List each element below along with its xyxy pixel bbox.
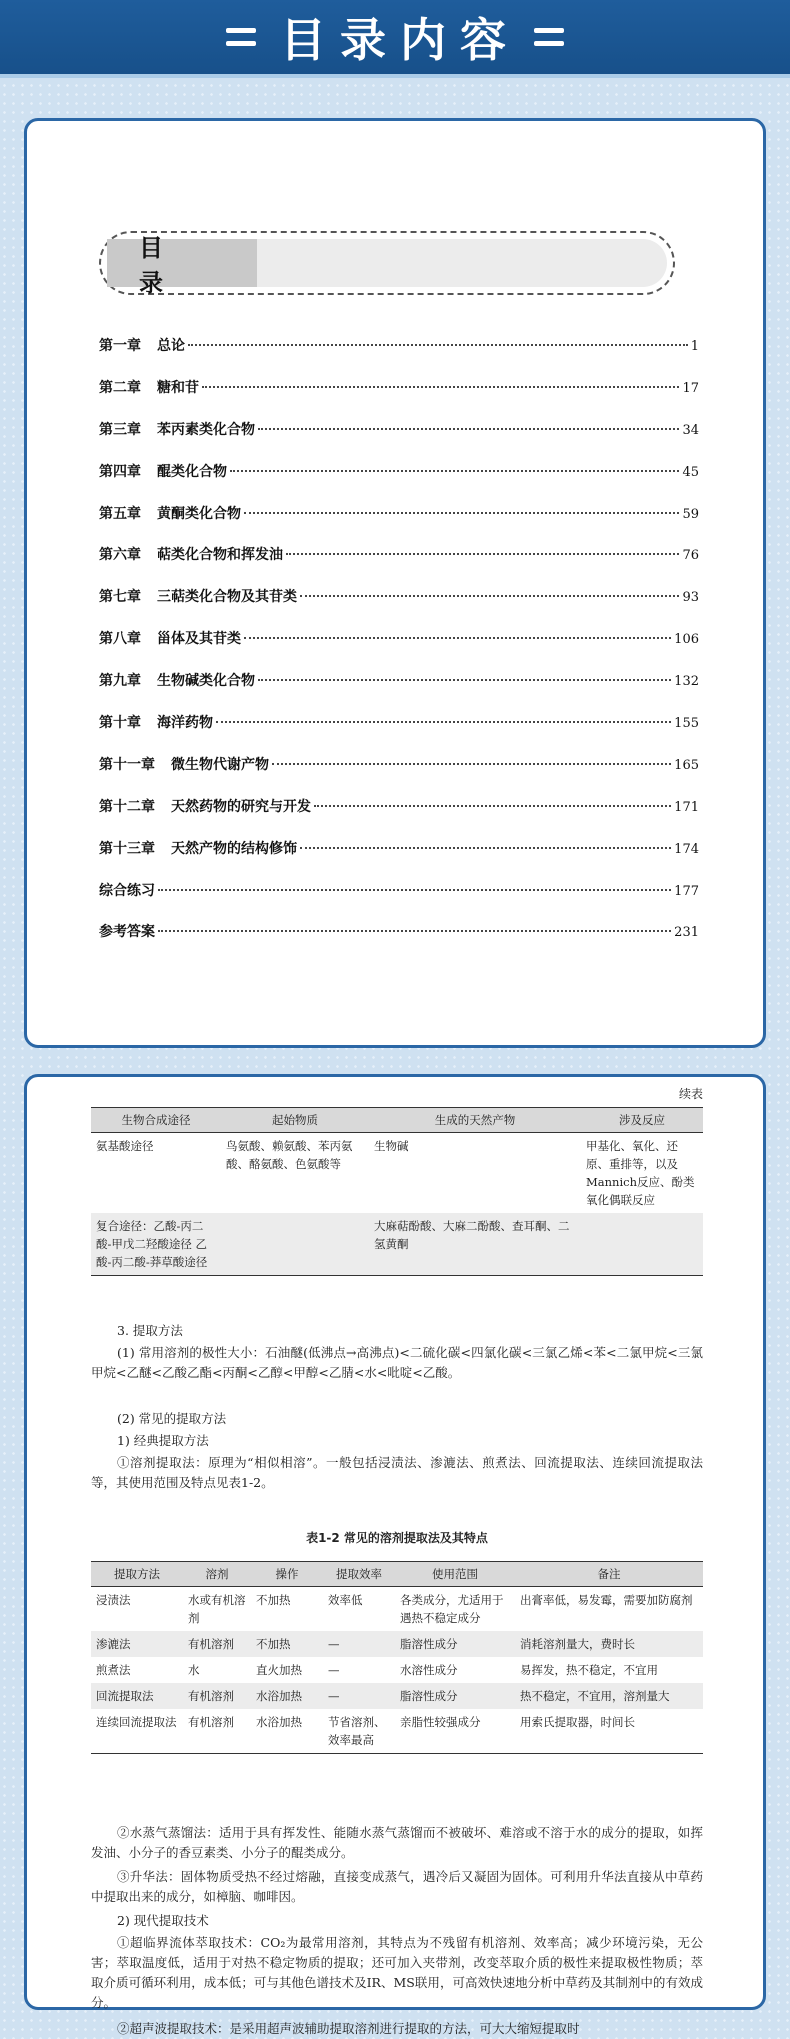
table-cell: [581, 1213, 703, 1276]
toc-chapter-number: 第二章: [99, 379, 141, 396]
toc-heading: 目 录: [107, 239, 257, 287]
table-cell: 甲基化、氧化、还原、重排等，以及Mannich反应、酚类氧化偶联反应: [586, 1139, 695, 1207]
toc-page-number: 17: [682, 380, 699, 396]
table-cell: 生物碱: [374, 1139, 409, 1153]
toc-row[interactable]: [99, 419, 699, 461]
toc-chapter-number: 第八章: [99, 631, 141, 648]
table-cell: 煎煮法: [96, 1663, 131, 1677]
table-cell: 直火加热: [256, 1663, 302, 1677]
toc-leader-dots: [272, 763, 671, 765]
table-header: 生物合成途径: [91, 1108, 221, 1133]
toc-chapter-number: 第六章: [99, 547, 141, 564]
toc-row[interactable]: [99, 838, 699, 880]
table-header: 提取效率: [323, 1562, 395, 1587]
table-cell: 热不稳定，不宜用，溶剂量大: [515, 1683, 703, 1709]
section-heading: 3. 提取方法: [117, 1323, 183, 1338]
toc-page-number: 34: [682, 422, 699, 438]
table-cell: 出膏率低，易发霉，需要加防腐剂: [520, 1593, 693, 1607]
toc-chapter-title: 糖和苷: [157, 379, 199, 396]
table-header: 备注: [515, 1562, 703, 1587]
toc-row[interactable]: [99, 921, 699, 963]
table-cell: 有机溶剂: [183, 1709, 251, 1754]
toc-page-number: 59: [682, 506, 699, 522]
toc-chapter-title: 生物碱类化合物: [157, 673, 255, 690]
paragraph: ③升华法：固体物质受热不经过熔融，直接变成蒸气，遇冷后又凝固为固体。可利用升华法直接从中草药中提取出来的成分，如樟脑、咖啡因。: [91, 1869, 703, 1904]
banner-title: 目录内容: [280, 13, 520, 67]
table-cell: 水浴加热: [251, 1683, 323, 1709]
toc-leader-dots: [286, 553, 679, 555]
toc-chapter-title: 三萜类化合物及其苷类: [157, 589, 297, 606]
toc-chapter-number: 第九章: [99, 673, 141, 690]
table-header: 起始物质: [221, 1108, 369, 1133]
table-row: [91, 1683, 703, 1709]
banner-decoration-left: [226, 28, 256, 46]
table-cell: 有机溶剂: [183, 1631, 251, 1657]
table-cell: 水溶性成分: [400, 1663, 458, 1677]
title-banner: [0, 0, 790, 78]
toc-page-number: 106: [674, 632, 699, 648]
table-cell: 消耗溶剂量大，费时长: [515, 1631, 703, 1657]
paragraph: ②超声波提取技术：是采用超声波辅助提取溶剂进行提取的方法，可大大缩短提取时: [117, 2021, 580, 2036]
table-cell: 节省溶剂、效率最高: [323, 1709, 395, 1754]
toc-row[interactable]: [99, 628, 699, 670]
table-header: 操作: [251, 1562, 323, 1587]
toc-chapter-title: 醌类化合物: [157, 463, 227, 480]
table-cell: 有机溶剂: [183, 1683, 251, 1709]
toc-chapter-number: 第三章: [99, 421, 141, 438]
table-cell: 大麻萜酚酸、大麻二酚酸、查耳酮、二氢黄酮: [369, 1213, 581, 1276]
toc-chapter-title: 天然药物的研究与开发: [171, 798, 311, 815]
toc-chapter-number: 第四章: [99, 463, 141, 480]
toc-leader-dots: [244, 637, 671, 639]
table-caption: 表1-2 常见的溶剂提取法及其特点: [306, 1531, 488, 1545]
table-cell: 复合途径：乙酸-丙二酸-甲戊二羟酸途径 乙酸-丙二酸-莽草酸途径: [91, 1213, 221, 1276]
toc-page-number: 174: [674, 841, 699, 857]
toc-leader-dots: [300, 595, 679, 597]
table-header: 使用范围: [395, 1562, 515, 1587]
toc-row[interactable]: [99, 754, 699, 796]
table-cell: 连续回流提取法: [91, 1709, 183, 1754]
toc-chapter-number: 第十二章: [99, 798, 155, 815]
sample-page-panel: [24, 1074, 766, 2036]
table-cell: —: [323, 1631, 395, 1657]
toc-leader-dots: [202, 386, 679, 388]
paragraph: ①溶剂提取法：原理为“相似相溶”。一般包括浸渍法、渗漉法、煎煮法、回流提取法、连续回流提取法等，其使用范围及特点见表1-2。: [91, 1455, 703, 1490]
table-cell: 鸟氨酸、赖氨酸、苯丙氨酸、酪氨酸、色氨酸等: [226, 1139, 353, 1171]
table-cell: [221, 1213, 369, 1276]
paragraph: (1) 常用溶剂的极性大小：石油醚(低沸点→高沸点)<二硫化碳<四氯化碳<三氯乙烯<苯<二氯甲烷<三氯甲烷<乙醚<乙酸乙酯<丙酮<乙醇<甲醇<乙腈<水<吡啶<乙酸。: [91, 1345, 703, 1380]
toc-chapter-number: 第一章: [99, 338, 141, 354]
table-cell: 脂溶性成分: [395, 1631, 515, 1657]
table-row: [91, 1133, 703, 1214]
table-header: 溶剂: [183, 1562, 251, 1587]
table-cell: 效率低: [328, 1593, 363, 1607]
toc-leader-dots: [158, 889, 671, 891]
table-cell: 各类成分，尤适用于遇热不稳定成分: [400, 1593, 504, 1625]
toc-leader-dots: [230, 470, 679, 472]
table-cell: —: [328, 1663, 340, 1677]
table-cell: 氨基酸途径: [96, 1139, 154, 1153]
table-header: 提取方法: [91, 1562, 183, 1587]
toc-chapter-title: 黄酮类化合物: [157, 505, 241, 522]
table-header: 生成的天然产物: [369, 1108, 581, 1133]
continued-label: 续表: [678, 1087, 703, 1101]
table-cell: 易挥发，热不稳定，不宜用: [520, 1663, 658, 1677]
toc-page-number: 93: [682, 590, 699, 606]
table-cell: 水: [188, 1663, 200, 1677]
toc-row[interactable]: [99, 796, 699, 838]
toc-chapter-number: 第十章: [99, 715, 141, 732]
table-row: [91, 1631, 703, 1657]
toc-list: [99, 335, 699, 963]
toc-row[interactable]: [99, 335, 699, 377]
table-cell: 回流提取法: [91, 1683, 183, 1709]
toc-chapter-title: 总论: [157, 338, 185, 354]
toc-page-number: 165: [674, 757, 699, 773]
paragraph: (2) 常见的提取方法: [117, 1411, 227, 1426]
toc-leader-dots: [216, 721, 671, 723]
toc-chapter-title: 参考答案: [99, 924, 155, 941]
toc-chapter-number: 第十一章: [99, 756, 155, 773]
toc-leader-dots: [188, 344, 688, 346]
paragraph: ②水蒸气蒸馏法：适用于具有挥发性、能随水蒸气蒸馏而不被破坏、难溶或不溶于水的成分的提取，如挥发油、小分子的香豆素类、小分子的醌类成分。: [91, 1825, 703, 1860]
toc-chapter-title: 甾体及其苷类: [157, 631, 241, 648]
toc-page-number: 231: [674, 925, 699, 941]
biosynthesis-table: [91, 1107, 703, 1276]
toc-row[interactable]: [99, 503, 699, 545]
toc-leader-dots: [314, 805, 671, 807]
paragraph: 1) 经典提取方法: [117, 1433, 209, 1448]
table-row: [91, 1657, 703, 1683]
toc-row[interactable]: [99, 461, 699, 503]
toc-page-number: 132: [674, 674, 699, 690]
toc-chapter-number: 第七章: [99, 589, 141, 606]
table-cell: —: [323, 1683, 395, 1709]
toc-row[interactable]: [99, 544, 699, 586]
table-cell: 脂溶性成分: [395, 1683, 515, 1709]
toc-page-number: 177: [674, 883, 699, 899]
toc-row[interactable]: [99, 670, 699, 712]
table-row: [91, 1587, 703, 1632]
banner-decoration-right: [534, 28, 564, 46]
table-cell: 用索氏提取器，时间长: [515, 1709, 703, 1754]
toc-row[interactable]: [99, 586, 699, 628]
toc-chapter-title: 海洋药物: [157, 715, 213, 732]
toc-panel: [24, 118, 766, 1048]
toc-chapter-title: 综合练习: [99, 882, 155, 899]
toc-page-number: 171: [674, 799, 699, 815]
toc-chapter-title: 天然产物的结构修饰: [171, 840, 297, 857]
toc-chapter-number: 第十三章: [99, 840, 155, 857]
table-row: [91, 1709, 703, 1754]
table-cell: 不加热: [256, 1593, 291, 1607]
table-cell: 水或有机溶剂: [188, 1593, 246, 1625]
toc-row[interactable]: [99, 712, 699, 754]
table-cell: 浸渍法: [96, 1593, 131, 1607]
toc-heading-frame: [99, 231, 675, 295]
toc-row[interactable]: [99, 880, 699, 922]
paragraph: ①超临界流体萃取技术：CO₂为最常用溶剂，其特点为不残留有机溶剂、效率高；减少环境污染，无公害；萃取温度低，适用于对热不稳定物质的提取；还可加入夹带剂，改变萃取介质的极性来提取极性物质；萃取介质可循环利用，成本低；可与其他色谱技术及IR、MS联用，可高效快速地分析中草药及其制剂中的有效成分。: [91, 1935, 703, 2010]
toc-chapter-title: 萜类化合物和挥发油: [157, 547, 283, 564]
toc-chapter-title: 微生物代谢产物: [171, 756, 269, 773]
toc-page-number: 155: [674, 716, 699, 732]
toc-page-number: 76: [682, 548, 699, 564]
table-header: 涉及反应: [581, 1108, 703, 1133]
toc-leader-dots: [258, 679, 671, 681]
table-row: [91, 1213, 703, 1276]
table-cell: 不加热: [251, 1631, 323, 1657]
table-cell: 渗漉法: [91, 1631, 183, 1657]
paragraph: 2) 现代提取技术: [117, 1913, 209, 1928]
extraction-table: [91, 1561, 703, 1754]
toc-row[interactable]: [99, 377, 699, 419]
table-cell: 亲脂性较强成分: [395, 1709, 515, 1754]
toc-leader-dots: [258, 428, 679, 430]
toc-page-number: 45: [682, 464, 699, 480]
toc-page-number: 1: [690, 339, 699, 354]
table-cell: 水浴加热: [251, 1709, 323, 1754]
toc-chapter-title: 苯丙素类化合物: [157, 421, 255, 438]
toc-chapter-number: 第五章: [99, 505, 141, 522]
toc-leader-dots: [244, 512, 679, 514]
toc-leader-dots: [158, 930, 671, 932]
toc-leader-dots: [300, 847, 671, 849]
